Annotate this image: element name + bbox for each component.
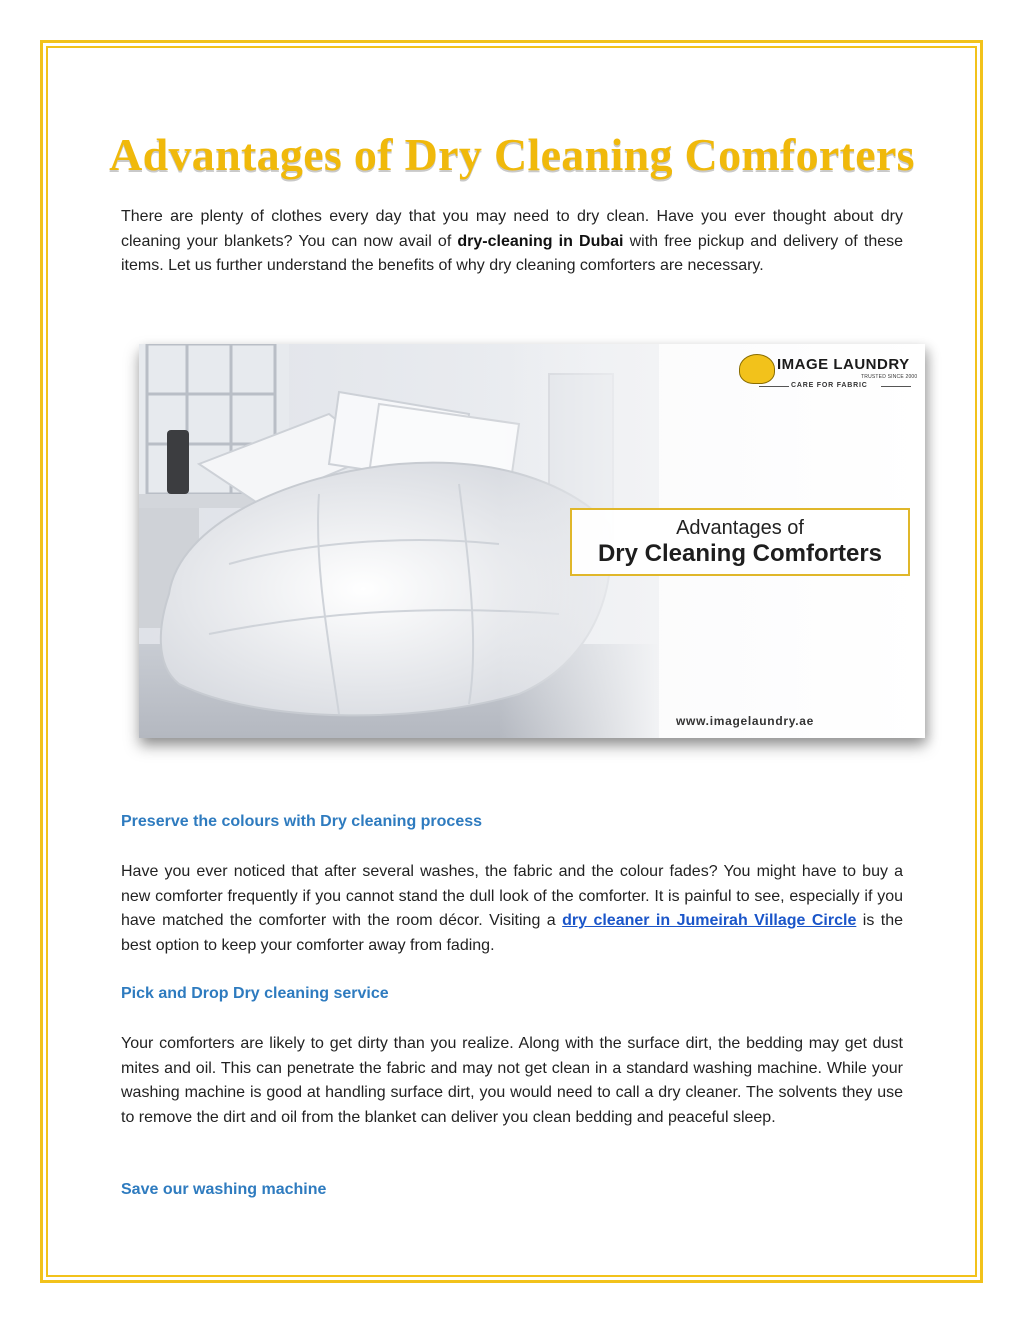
section-heading-pick-and-drop: Pick and Drop Dry cleaning service [121, 985, 389, 1002]
logo-tagline: CARE FOR FABRIC [791, 382, 868, 389]
hero-image [139, 344, 925, 738]
document-title: Advantages of Dry Cleaning Comforters [109, 129, 915, 180]
banner-line-1: Advantages of [676, 517, 804, 539]
logo-name: IMAGE LAUNDRY [777, 356, 910, 373]
section-paragraph-preserve-colours [121, 860, 903, 958]
image-laundry-logo [739, 350, 919, 398]
intro-text-start: There are plenty of clothes every day that you may need to dry clean. Have you ever thought about dry cleaning your blankets? You can now avail of [121, 208, 903, 250]
logo-subline: TRUSTED SINCE 2000 [861, 374, 918, 380]
intro-text-end: with free pickup and delivery of these items. Let us further understand the benefits of why dry cleaning comforters are necessary. [121, 232, 904, 274]
logo-rule-right [881, 386, 911, 387]
section-heading-save-washing-machine: Save our washing machine [121, 1181, 327, 1198]
section-text-end: is the best option to keep your comforter away from fading. [121, 912, 904, 954]
banner-title-box [570, 508, 910, 576]
section-paragraph-pick-and-drop: Your comforters are likely to get dirty than you realize. Along with the surface dirt, the bedding may get dust mites and oil. This can penetrate the fabric and may not get clean in a standard washing machine. While your washing machine is good at handling surface dirt, you would need to call a dry cleaner. The solvents they use to remove the dirt and oil from the blanket can deliver you clean bedding and peaceful sleep. [121, 1035, 903, 1126]
website-url: www.imagelaundry.ae [676, 714, 815, 728]
dry-cleaner-jvc-link[interactable]: dry cleaner in Jumeirah Village Circle [562, 912, 857, 929]
section-text-start: Have you ever noticed that after several washes, the fabric and the colour fades? You might have to buy a new comforter frequently if you cannot stand the dull look of the comforter. It is painful to see, especially if you have matched the comforter with the room décor. Visiting a [121, 863, 903, 929]
logo-rule-left [759, 386, 789, 387]
intro-paragraph [121, 205, 903, 279]
intro-bold-phrase: dry-cleaning in Dubai [457, 232, 624, 250]
banner-line-2: Dry Cleaning Comforters [597, 540, 883, 567]
laundry-badge-icon [739, 354, 775, 384]
section-heading-preserve-colours: Preserve the colours with Dry cleaning process [121, 813, 483, 830]
